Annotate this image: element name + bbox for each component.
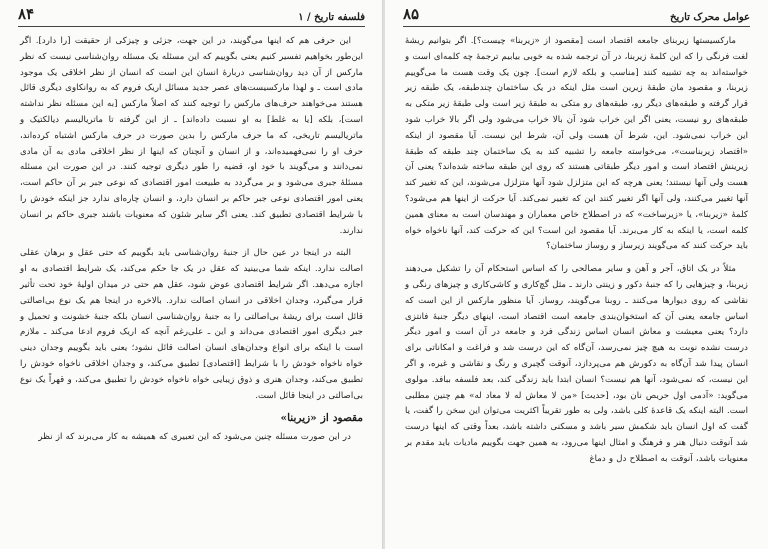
paragraph: مارکسیستها زیربنای جامعه اقتصاد است [مقصود از «زیربنا» چیست؟]. اگر بتوانیم ریشهٔ لغت فرنگی را که این کلمهٔ زیربنا، در آن ترجمه شده به خوبی بیابیم ترجمهٔ چه کلمه‌ای است و خواسته‌اند به چه تشبیه کنند [مناسب و بلکه لازم است]. چون یک وقت هست ما می‌گوییم زیربنا، و مقصود مان طبقهٔ زیرین است مثل اینکه در یک ساختمان چندطبقه، یک طبقه زیر قرار گرفته و طبقه‌های دیگر رو، طبقه‌های رو متکی به طبقهٔ زیر است ولی طبقهٔ زیر متکی به طبقه‌های رو نیست، یعنی اگر این خراب شود آن بالا خراب می‌شود ولی اگر بالا خراب شود این خراب نمی‌شود. این، شرط آن هست ولی آن، شرط این نیست. آیا مقصود از اینکه «اقتصاد زیربناست»، می‌خواسته جامعه را تشبیه کند به یک ساختمان چند طبقه که طبقهٔ زیرینش اقتصاد است و امور دیگر طبقاتی هستند که روی این طبقه ساخته شده‌اند؟ یعنی آن هست ولی آنها نیستند؛ یعنی هرچه که این متزلزل شود آنها متزلزل می‌شوند، این که تغییر کند آنها تغییر می‌کنند، ولی آنها اگر تغییر کنند این که تغییر نمی‌کند. آیا حرکت از اینها هم می‌شود؟ کلمهٔ «زیربنا»، یا «زیرساخت» که در اصطلاح خاص معماران و مهندسان است به معنای همین کلمه است، یا اینکه به کار می‌برند. آیا مقصود این است؟ این که حرکت کند، آنها ناخواه خواه باید حرکت کنند که می‌گویند زیرساز و روساز ساختمان؟ xyxy=(405,36,748,252)
running-title: عوامل محرک تاریخ xyxy=(670,12,750,23)
left-page-body xyxy=(20,34,363,453)
paragraph: مثلاً در یک اتاق، آجر و آهن و سایر مصالحی را که اساس استحکام آن را تشکیل می‌دهند زیربنا، و چیزهایی را که جنبهٔ دکور و زینتی دارند ـ مثل گچ‌کاری و کاشی‌کاری و چیزهای رنگی و نقاشی که روی دیوارها می‌کنند ـ روبنا می‌گویند، روساز. آیا منظور مارکس از این است که اساس جامعه یعنی آن که استخوان‌بندی جامعه است اقتصاد است، اینهای دیگر جنبهٔ فانتزی دارد؟ یعنی معیشت و معاش انسان اساس زندگی فرد و جامعه در آن است و امور دیگر درست نشده نوبت به هیچ چیز نمی‌رسد، آن‌گاه که این درست شد و فراغت و امکاناتی برای انسان پیدا شد آن‌گاه به دکورش هم می‌پردازد، آنوقت گچبری و رنگ و نقاشی و غیره، و اگر این نیست، که نمی‌شود، آنها هم نیست؟ انسان ابتدا باید زندگی کند، بعد فلسفه ببافد. مولوی می‌گوید: «آدمی اول حریص نان بود، [حدیث] «من لا معاش له لا معاد له» هم چنین مطلبی است. البته اینکه یک قاعدهٔ کلی باشد، ولی به طور تقریباً اکثریت می‌توان این سخن را گفت، یا گفت که اول انسان باید شکمش سیر باشد و مسکنی داشته باشد، بعداً وقتی که اینها درست شد آنوقت دنبال هنر و فرهنگ و امثال اینها می‌رود، به همین جهت بگوییم مادیات باید مقدم بر معنویات باشد، آنوقت به اصطلاح دل و دماغ xyxy=(405,264,748,464)
left-page xyxy=(0,0,383,549)
right-page-body xyxy=(405,34,748,475)
paragraph: البته در اینجا در عین حال از جنبهٔ روان‌شناسی باید بگوییم که حتی عقل و برهان عقلی اصالت ندارد. اینکه شما می‌بینید که عقل در یک جا حکم می‌کند، یک شرایط اقتصادی به او اجازه می‌دهد. اگر شرایط اقتصادی عوض شود، عقل هم حتی در میدان اولیهٔ خود تحت تأثیر قرار می‌گیرد، وجدان اخلاقی در انسان اصالت ندارد. بالاخره در اینجا هم یک نوع بی‌اصالتی قائل است برای ریشهٔ بی‌اصالتی را به جنبهٔ روان‌شناسی انسان بلکه جنبهٔ خشونت و تحمیل و جبر دیگری امور اقتصادی می‌داند و این ـ علی‌رغم آنچه که اریک فروم ادعا می‌کند ـ ملازم است با اینکه برای انواع وجدان‌های انسان اصالت قائل نشود؛ یعنی باید بگوییم وجدان دینی خواه ناخواه خودش را با شرایط [اقتصادی] تطبیق می‌کند، و وجدان اخلاقی ناخواه خودش را تطبیق می‌کند، وجدان هنری و ذوق زیبایی خواه ناخواه خودش را تطبیق می‌کند، و قهراً یک نوع بی‌اصالتی در اینجا قائل است. xyxy=(20,248,363,401)
right-page xyxy=(385,0,768,549)
section-heading: مقصود از «زیربنا» xyxy=(280,412,363,425)
right-page-header xyxy=(403,7,750,27)
page-number: ۸۴ xyxy=(18,5,35,23)
page-number: ۸۵ xyxy=(403,5,420,23)
paragraph: در این صورت مسئله چنین می‌شود که این تعبیری که همیشه به کار می‌برند که از نظر xyxy=(38,432,351,443)
left-page-header xyxy=(18,7,365,27)
running-title: فلسفه تاریخ / ۱ xyxy=(298,12,365,23)
paragraph: این حرفی هم که اینها می‌گویند، در این جهت، جزئی و چیزکی از حقیقت [را دارد]. اگر این‌طور بخواهیم تفسیر کنیم یعنی بگوییم که این مسئله یک مسئله روان‌شناسی نیست که نظر مارکس از آن دید روان‌شناسی دربارهٔ انسان این است که انسان از نظر اخلاقی یک موجود مادی است ـ و لهذا مارکسیست‌های عصر جدید مسائل اریک فروم که به روانکاوی دیگری قائل هستند می‌خواهند حرف‌های مارکس را توجیه کنند که اصلاً مارکس [به این مسئله نظر نداشته است]، بلکه [یا به غلط] به او نسبت داده‌اند] ـ از این گرفته تا ماتریالیسم دیالکتیک و ماتریالیسم تاریخی، که ما حرف مارکس را بدین صورت در حرف مارکس اشتباه کرده‌اند، حرف او را نمی‌فهمیده‌اند، و از انسان و آنچنان که اینها از نظر اخلاقی مادی به آن مادی نمی‌دانند و می‌گویند با خود او، قضیه را طور دیگری توجیه کنند. در این صورت این مسئله مسئلهٔ جبری می‌شود و بر می‌گردد به طبیعت امور اقتصادی که نوعی جبر بر آن حاکم است، یعنی امور اقتصادی نوعی جبر حاکم بر انسان دارد، و انسان چاره‌ای ندارد جز اینکه خودش را با شرایط اقتصادی تطبیق کند. یعنی اگر سایر شئون که معنویات باشند جبری حاکم بر انسان ندارند. xyxy=(20,36,363,236)
